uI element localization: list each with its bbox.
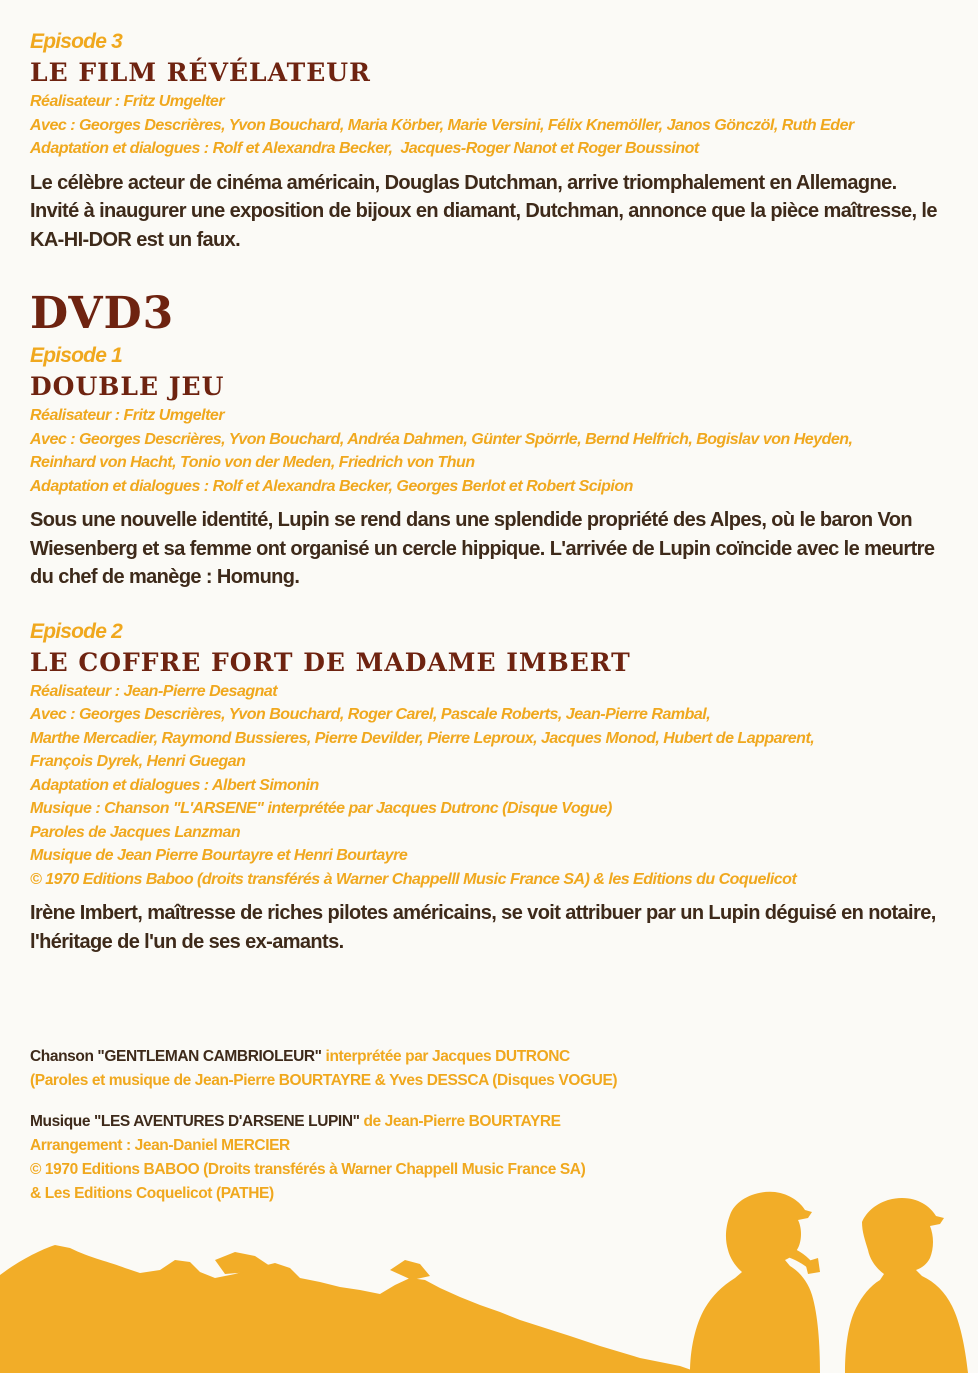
rooftops-silhouette — [0, 1245, 700, 1373]
episode3-credits — [30, 90, 950, 161]
song-authors: (Paroles et musique de Jean-Pierre BOURTAYRE & Yves DESSCA (Disques VOGUE) — [30, 1072, 618, 1089]
city-and-characters-silhouette — [0, 1150, 978, 1373]
detective-silhouette — [845, 1198, 968, 1373]
credit-line: Musique de Jean Pierre Bourtayre et Henri Bourtayre — [30, 847, 408, 864]
episode2-credits — [30, 680, 950, 892]
credit-line: Réalisateur : Jean-Pierre Desagnat — [30, 682, 278, 700]
song-performer: interprétée par Jacques DUTRONC — [321, 1048, 570, 1065]
credit-line: François Dyrek, Henri Guegan — [30, 753, 246, 770]
music-publisher: & Les Editions Coquelicot (PATHE) — [30, 1185, 274, 1202]
episode1-synopsis: Sous une nouvelle identité, Lupin se rend dans une splendide propriété des Alpes, où le baron Von Wiesenberg et sa femme ont organisé un cercle hippique. L'arrivée de Lupin coïncide avec le meurtre du chef de manège : Homung. — [30, 509, 935, 588]
music-title: Musique "LES AVENTURES D'ARSENE LUPIN" — [30, 1113, 360, 1130]
credit-line: Réalisateur : Fritz Umgelter — [30, 93, 225, 110]
credit-line: Adaptation et dialogues : Rolf et Alexandra Becker, Jacques-Roger Nanot et Roger Boussinot — [30, 140, 699, 157]
song-title: Chanson "GENTLEMAN CAMBRIOLEUR" — [30, 1048, 322, 1065]
episode2-label: Episode 2 — [30, 619, 122, 643]
credit-line: Reinhard von Hacht, Tonio von der Meden, Friedrich von Thun — [30, 454, 475, 471]
dvd3-episode1-section — [30, 342, 950, 592]
episode3-title: LE FILM RÉVÉLATEUR — [30, 58, 371, 87]
episode3-label: Episode 3 — [30, 30, 122, 53]
episode2-title: LE COFFRE FORT DE MADAME IMBERT — [30, 647, 631, 677]
credit-line: © 1970 Editions Baboo (droits transférés à Warner Chappelll Music France SA) & les Editions du Coquelicot — [30, 870, 797, 888]
episode1-credits — [30, 404, 950, 498]
dvd3-heading: DVD3 — [30, 288, 175, 339]
credit-line: Avec : Georges Descrières, Yvon Bouchard, Andréa Dahmen, Günter Spörrle, Bernd Helfrich, Bogislav von Heyden, — [30, 430, 853, 448]
episode1-title: DOUBLE JEU — [30, 372, 225, 401]
page-content — [30, 28, 950, 956]
episode3-synopsis: Le célèbre acteur de cinéma américain, Douglas Dutchman, arrive triomphalement en Allemagne. Invité à inaugurer une exposition de bijoux en diamant, Dutchman, annonce que la pièce maîtresse, le KA-HI-DOR est un faux. — [30, 171, 937, 251]
episode2-synopsis: Irène Imbert, maîtresse de riches pilotes américains, se voit attribuer par un Lupin déguisé en notaire, l'héritage de l'un de ses ex-amants. — [30, 902, 936, 953]
man-with-pipe-silhouette — [690, 1192, 820, 1373]
music-arrangement: Arrangement : Jean-Daniel MERCIER — [30, 1137, 290, 1154]
credit-line: Avec : Georges Descrières, Yvon Bouchard, Maria Körber, Marie Versini, Félix Knemöller, Janos Gönczöl, Ruth Eder — [30, 116, 854, 134]
music-copyright: © 1970 Editions BABOO (Droits transférés à Warner Chappell Music France SA) — [30, 1161, 586, 1178]
music-credit-line — [30, 1110, 750, 1134]
credit-line: Avec : Georges Descrières, Yvon Bouchard, Roger Carel, Pascale Roberts, Jean-Pierre Rambal, — [30, 706, 711, 723]
episode1-label: Episode 1 — [30, 344, 122, 367]
credit-line: Adaptation et dialogues : Rolf et Alexandra Becker, Georges Berlot et Robert Scipion — [30, 477, 633, 495]
credit-line: Paroles de Jacques Lanzman — [30, 823, 241, 841]
credit-line: Marthe Mercadier, Raymond Bussieres, Pierre Devilder, Pierre Leproux, Jacques Monod, Hubert de Lapparent, — [30, 729, 815, 747]
episode3-section — [30, 28, 950, 254]
song-credit-line — [30, 1045, 750, 1069]
credit-line: Réalisateur : Fritz Umgelter — [30, 407, 225, 424]
dvd3-episode2-section — [30, 618, 950, 957]
song-credit-block — [30, 1045, 750, 1093]
credit-line: Musique : Chanson "L'ARSENE" interprétée par Jacques Dutronc (Disque Vogue) — [30, 800, 612, 817]
music-composer: de Jean-Pierre BOURTAYRE — [359, 1113, 561, 1130]
credit-line: Adaptation et dialogues : Albert Simonin — [30, 776, 319, 794]
